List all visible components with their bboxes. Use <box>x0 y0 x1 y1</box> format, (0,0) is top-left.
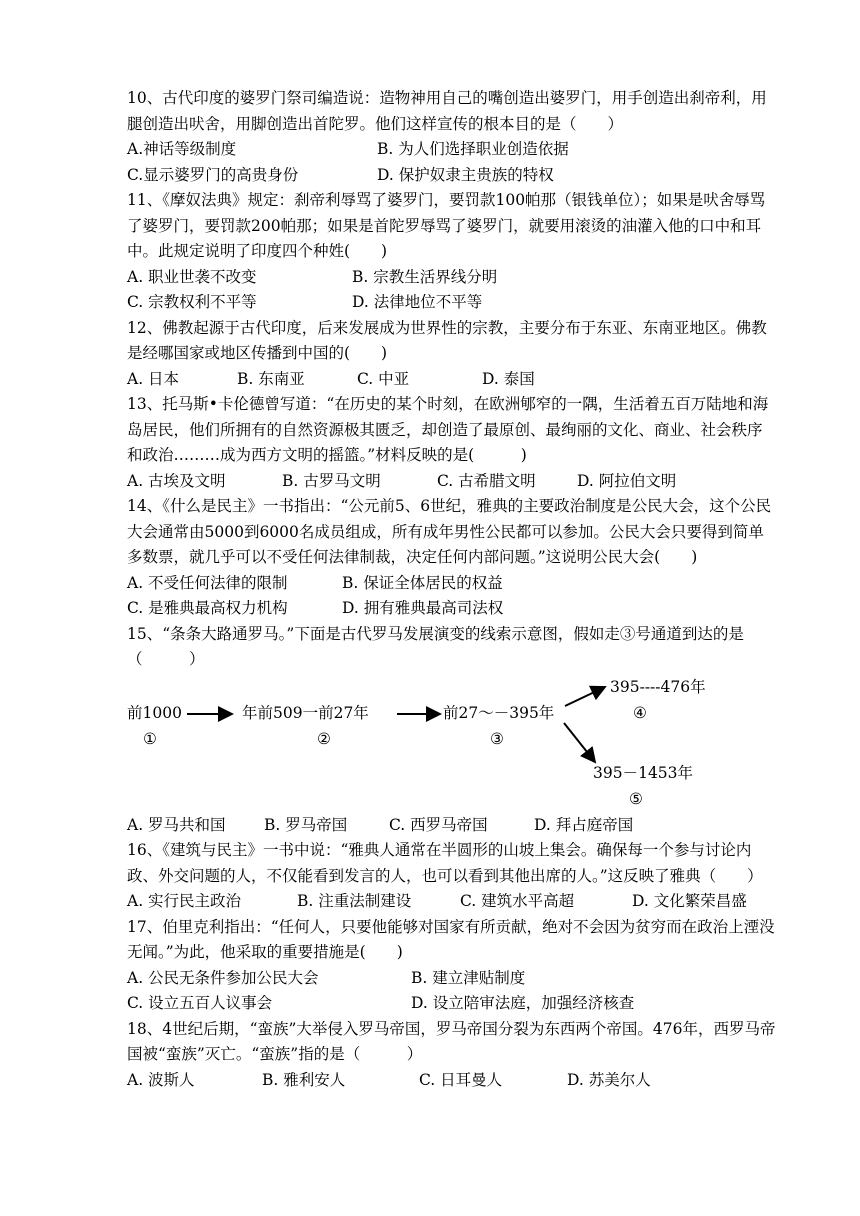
question-11-options-row-1 <box>127 265 777 291</box>
question-14-options-row-2 <box>127 596 777 622</box>
question-12-options-row <box>127 367 777 393</box>
question-18-option-b: B. 雅利安人 <box>262 1070 346 1089</box>
question-17 <box>127 915 777 1017</box>
question-14-option-a: A. 不受任何法律的限制 <box>127 573 288 592</box>
question-13-option-b: B. 古罗马文明 <box>282 471 381 490</box>
question-17-option-c: C. 设立五百人议事会 <box>127 994 273 1012</box>
question-16-option-b: B. 注重法制建设 <box>297 892 412 910</box>
question-12-option-a: A. 日本 <box>127 369 180 388</box>
question-11 <box>127 188 777 316</box>
rome-timeline-diagram <box>127 673 777 813</box>
question-13-option-d: D. 阿拉伯文明 <box>577 471 677 490</box>
question-12-option-d: D. 泰国 <box>482 369 535 388</box>
question-13-option-a: A. 古埃及文明 <box>127 471 226 490</box>
question-13-options-row <box>127 469 777 495</box>
question-17-options-row-2 <box>127 991 777 1017</box>
question-10-option-d: D. 保护奴隶主贵族的特权 <box>377 165 554 184</box>
question-14 <box>127 494 777 622</box>
question-14-option-d: D. 拥有雅典最高司法权 <box>342 599 504 617</box>
question-12-option-b: B. 东南亚 <box>237 369 305 388</box>
stage-1-number: ① <box>143 729 157 748</box>
question-11-option-c: C. 宗教权利不平等 <box>127 293 257 311</box>
question-14-options-row-1 <box>127 571 777 597</box>
question-11-stem: 11、《摩奴法典》规定：刹帝利辱骂了婆罗门，要罚款100帕那（银钱单位）；如果是吠舍辱骂了婆罗门，要罚款200帕那；如果是首陀罗辱骂了婆罗门，就要用滚烫的油灌入他的口中和耳中。此规定说明了印度四个种姓( ) <box>127 191 766 260</box>
question-14-option-c: C. 是雅典最高权力机构 <box>127 599 288 617</box>
question-16-option-c: C. 建筑水平高超 <box>460 892 575 910</box>
question-15 <box>127 622 777 839</box>
question-10-option-a: A.神话等级制度 <box>127 140 237 158</box>
question-16-stem: 16、《建筑与民主》一书中说：“雅典人通常在半圆形的山坡上集会。确保每一个参与讨论内政、外交问题的人，不仅能看到发言的人，也可以看到其他出席的人。”这反映了雅典（ ） <box>127 841 763 885</box>
question-12-option-c: C. 中亚 <box>357 369 410 388</box>
question-10-stem: 10、古代印度的婆罗门祭司编造说：造物神用自己的嘴创造出婆罗门，用手创造出刹帝利，用腿创造出吠舍，用脚创造出首陀罗。他们这样宣传的根本目的是（ ） <box>127 89 767 133</box>
question-list <box>127 86 777 1093</box>
stage-5-number: ⑤ <box>629 789 643 808</box>
question-16-options-row <box>127 889 777 915</box>
question-11-option-a: A. 职业世袭不改变 <box>127 267 257 286</box>
stage-2-label: 年前509一前27年 <box>242 703 369 722</box>
question-15-option-d: D. 拜占庭帝国 <box>534 815 634 834</box>
question-10-options-row-2 <box>127 163 777 189</box>
question-10-option-c: C.显示婆罗门的高贵身份 <box>127 165 299 184</box>
question-16 <box>127 838 777 915</box>
question-17-options-row-1 <box>127 966 777 992</box>
stage-2-number: ② <box>317 729 331 748</box>
question-16-option-a: A. 实行民主政治 <box>127 892 242 910</box>
question-11-option-d: D. 法律地位不平等 <box>352 293 483 311</box>
question-11-option-b: B. 宗教生活界线分明 <box>352 267 498 286</box>
question-18-stem: 18、4世纪后期，“蛮族”大举侵入罗马帝国，罗马帝国分裂为东西两个帝国。476年，西罗马帝国被“蛮族”灭亡。“蛮族”指的是（ ） <box>127 1019 776 1063</box>
question-18 <box>127 1017 777 1094</box>
question-15-option-c: C. 西罗马帝国 <box>389 815 488 834</box>
arrow-3-to-4 <box>565 687 605 706</box>
stage-4-label: 395----476年 <box>610 677 706 696</box>
stage-3-number: ③ <box>490 729 504 748</box>
question-11-options-row-2 <box>127 290 777 316</box>
question-12-stem: 12、佛教起源于古代印度，后来发展成为世界性的宗教，主要分布于东亚、东南亚地区。佛教是经哪国家或地区传播到中国的( ) <box>127 318 767 362</box>
question-13 <box>127 392 777 494</box>
question-10-options-row-1 <box>127 137 777 163</box>
question-13-stem: 13、托马斯•卡伦德曾写道：“在历史的某个时刻，在欧洲郇窄的一隅，生活着五百万陆地和海岛居民，他们所拥有的自然资源极其匮乏，却创造了最原创、最绚丽的文化、商业、社会秩序和政治………成为西方文明的摇篮。”材料反映的是( ) <box>127 395 769 464</box>
question-14-option-b: B. 保证全体居民的权益 <box>342 573 503 592</box>
stage-1-label: 前1000 <box>127 703 182 722</box>
arrow-3-to-5 <box>564 723 595 762</box>
question-15-option-a: A. 罗马共和国 <box>127 815 226 834</box>
question-18-options-row <box>127 1068 777 1094</box>
question-14-stem: 14、《什么是民主》一书指出：“公元前5、6世纪，雅典的主要政治制度是公民大会，这个公民大会通常由5000到6000名成员组成，所有成年男性公民都可以参加。公民大会只要得到简单多数票，就几乎可以不受任何法律制裁，决定任何内部问题。”这说明公民大会( ) <box>127 497 772 566</box>
question-18-option-d: D. 苏美尔人 <box>567 1070 651 1089</box>
question-16-option-d: D. 文化繁荣昌盛 <box>632 892 747 910</box>
question-13-option-c: C. 古希腊文明 <box>437 471 536 490</box>
question-17-stem: 17、伯里克利指出：“任何人，只要他能够对国家有所贡献，绝对不会因为贫穷而在政治上湮没无闻。”为此，他采取的重要措施是( ) <box>127 917 775 961</box>
question-17-option-b: B. 建立津贴制度 <box>411 968 526 987</box>
question-10 <box>127 86 777 188</box>
question-18-option-a: A. 波斯人 <box>127 1070 195 1089</box>
stage-4-number: ④ <box>633 703 647 722</box>
question-18-option-c: C. 日耳曼人 <box>419 1070 503 1089</box>
stage-3-label: 前27～－395年 <box>443 703 555 722</box>
stage-5-label: 395－1453年 <box>593 763 694 782</box>
question-15-stem: 15、“条条大路通罗马。”下面是古代罗马发展演变的线索示意图，假如走③号通道到达的是（ ） <box>127 624 744 668</box>
question-15-options-row <box>127 813 777 839</box>
question-12 <box>127 316 777 393</box>
question-15-option-b: B. 罗马帝国 <box>264 815 348 834</box>
question-17-option-a: A. 公民无条件参加公民大会 <box>127 968 319 987</box>
question-10-option-b: B. 为人们选择职业创造依据 <box>377 140 569 158</box>
question-17-option-d: D. 设立陪审法庭，加强经济核查 <box>411 994 635 1012</box>
